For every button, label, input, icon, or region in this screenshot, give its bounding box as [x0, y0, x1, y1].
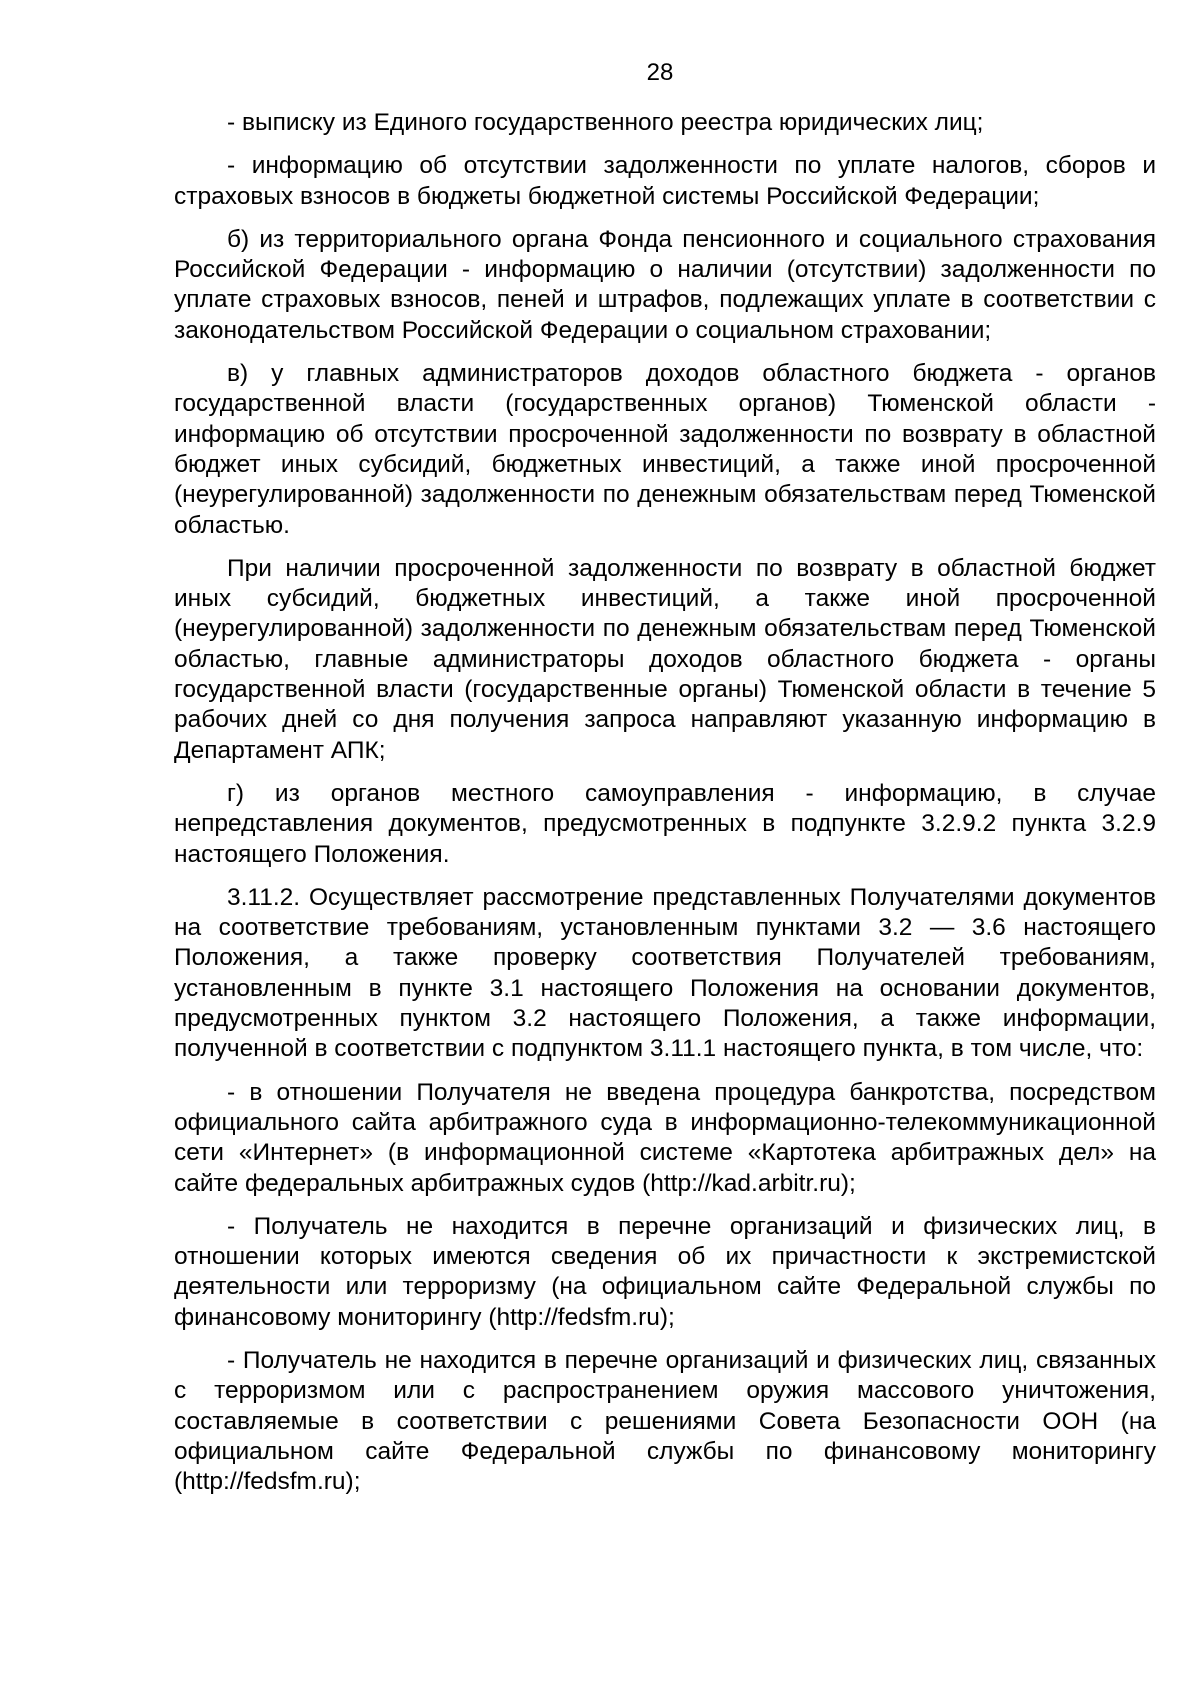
paragraph-bankruptcy: - в отношении Получателя не введена процедура банкротства, посредством официального сайта арбитражного суда в информационно-телекоммуникационной сети «Интернет» (в информационной системе «Картотека арбитражных дел» на сайте федеральных арбитражных судов (http://kad.arbitr.ru);	[174, 1078, 1156, 1197]
paragraph-3-11-2: 3.11.2. Осуществляет рассмотрение представленных Получателями документов на соответствие требованиям, установленным пунктами 3.2 — 3.6 настоящего Положения, а также проверку соответствия Получателей требованиям, установленным в пункте 3.1 настоящего Положения на основании документов, предусмотренных пунктом 3.2 настоящего Положения, а также информации, полученной в соответствии с подпунктом 3.11.1 настоящего пункта, в том числе, что:	[174, 883, 1156, 1063]
paragraph-terrorism-list: - Получатель не находится в перечне организаций и физических лиц, связанных с терроризмом или с распространением оружия массового уничтожения, составляемые в соответствии с решениями Совета Безопасности ООН (на официальном сайте Федеральной службы по финансовому мониторингу (http://fedsfm.ru);	[174, 1346, 1156, 1496]
paragraph-revenue-administrators: в) у главных администраторов доходов областного бюджета - органов государственной власти (государственных органов) Тюменской области - информацию об отсутствии просроченной задолженности по возврату в областной бюджет иных субсидий, бюджетных инвестиций, а также иной просроченной (неурегулированной) задолженности по денежным обязательствам перед Тюменской областью.	[174, 360, 1156, 539]
paragraph-tax-debt-info: - информацию об отсутствии задолженности по уплате налогов, сборов и страховых взносов в бюджеты бюджетной системы Российской Федерации;	[174, 152, 1156, 210]
paragraph-overdue-debt: При наличии просроченной задолженности по возврату в областной бюджет иных субсидий, бюджетных инвестиций, а также иной просроченной (неурегулированной) задолженности по денежным обязательствам перед Тюменской областью, главные администраторы доходов областного бюджета - органы государственной власти (государственные органы) Тюменской области в течение 5 рабочих дней со дня получения запроса направляют указанную информацию в Департамент АПК;	[174, 554, 1156, 764]
paragraph-pension-fund: б) из территориального органа Фонда пенсионного и социального страхования Российской Федерации - информацию о наличии (отсутствии) задолженности по уплате страховых взносов, пеней и штрафов, подлежащих уплате в соответствии с законодательством Российской Федерации о социальном страховании;	[174, 225, 1156, 344]
paragraph-local-government: г) из органов местного самоуправления - информацию, в случае непредставления документов, предусмотренных в подпункте 3.2.9.2 пункта 3.2.9 настоящего Положения.	[174, 779, 1156, 868]
paragraph-egrul-extract: - выписку из Единого государственного реестра юридических лиц;	[227, 109, 984, 136]
paragraph-extremism-list: - Получатель не находится в перечне организаций и физических лиц, в отношении которых имеются сведения об их причастности к экстремистской деятельности или терроризму (на официальном сайте Федеральной службы по финансовому мониторингу (http://fedsfm.ru);	[174, 1212, 1156, 1331]
document-body	[174, 108, 1156, 1510]
page-number: 28	[646, 59, 674, 86]
